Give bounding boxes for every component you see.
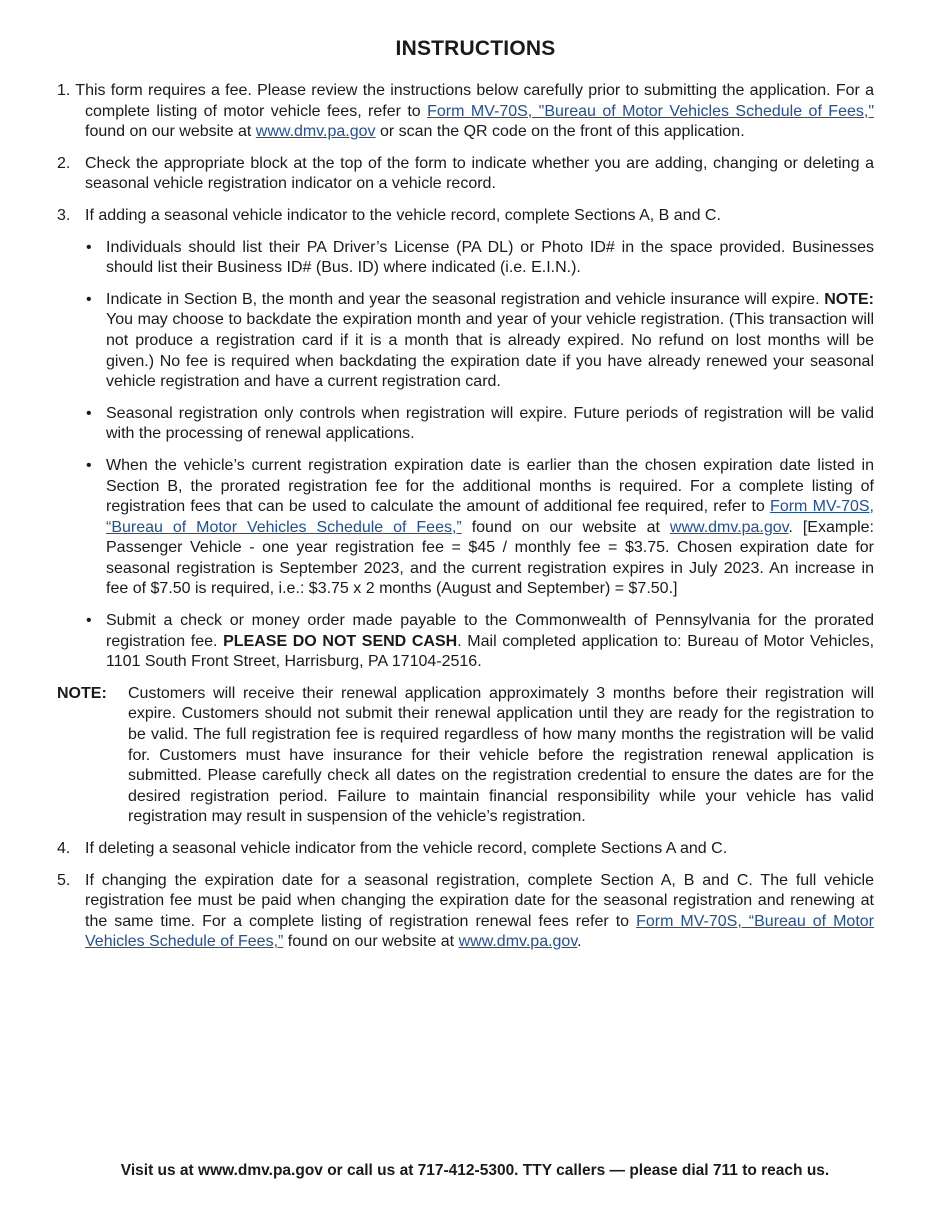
- bullet-icon: •: [86, 404, 92, 422]
- item-number: 3.: [57, 206, 71, 224]
- bullet-id-numbers: [57, 238, 874, 279]
- item-number: 1.: [57, 82, 71, 99]
- bullet-text: Seasonal registration only controls when registration will expire. Future periods of registration will be valid with the processing of renewal applications.: [106, 404, 874, 443]
- renewal-note: [57, 684, 874, 828]
- bullet-text: . [Example: Passenger Vehicle - one year registration fee = $45 / monthly fee = $3.75. Chosen expiration date for seasonal registration is September 2023, and the current registration expires in July 2023. An increase in fee of $7.50 is required, i.e.: $3.75 x 2 months (August and September) = $7.50.]: [106, 518, 875, 598]
- fee-schedule-link[interactable]: Form MV-70S, "Bureau of Motor Vehicles Schedule of Fees,": [427, 102, 874, 120]
- item-text: or scan the QR code on the front of this application.: [375, 123, 745, 141]
- item-number: 2.: [57, 154, 71, 172]
- fee-schedule-link[interactable]: Form MV-70S, “Bureau of Motor Vehicles Schedule of Fees,”: [106, 498, 874, 536]
- bullet-text: found on our website at: [461, 518, 670, 536]
- note-label: NOTE:: [824, 290, 874, 308]
- bullet-text: When the vehicle’s current registration expiration date is earlier than the chosen expiration date listed in Section B, the prorated registration fee for the additional months is required. For a complete listing of registration fees that can be used to calculate the amount of additional fee required, refer to: [106, 456, 874, 516]
- bullet-seasonal-control: [57, 404, 874, 445]
- no-cash-warning: PLEASE DO NOT SEND CASH: [223, 632, 458, 650]
- bullet-icon: •: [86, 290, 92, 308]
- instruction-item-2: [57, 154, 874, 195]
- instruction-item-4: [57, 839, 874, 860]
- dmv-website-link[interactable]: www.dmv.pa.gov: [255, 123, 376, 141]
- bullet-icon: •: [86, 238, 92, 256]
- item-text: Check the appropriate block at the top of the form to indicate whether you are adding, changing or deleting a seasonal vehicle registration indicator on a vehicle record.: [85, 154, 874, 193]
- page-title: INSTRUCTIONS: [395, 37, 556, 60]
- bullet-text: Submit a check or money order made payable to the Commonwealth of Pennsylvania for the prorated registration fee.: [106, 612, 874, 650]
- item-text: .: [577, 933, 582, 951]
- bullet-text: Indicate in Section B, the month and year the seasonal registration and vehicle insurance will expire.: [106, 290, 825, 308]
- bullet-prorated-fee: [57, 456, 874, 600]
- fee-schedule-link[interactable]: Form MV-70S, “Bureau of Motor Vehicles Schedule of Fees,”: [85, 912, 875, 951]
- item-text: found on our website at: [283, 933, 459, 951]
- item-3-bullet-list: [57, 238, 874, 673]
- instruction-item-5: [57, 871, 874, 953]
- instruction-item-3: [57, 206, 874, 227]
- item-number: 5.: [57, 871, 71, 889]
- instructions-body: [57, 81, 874, 964]
- dmv-website-link[interactable]: www.dmv.pa.gov: [458, 933, 578, 951]
- item-text: found on our website at: [85, 123, 256, 141]
- item-text: If changing the expiration date for a seasonal registration, complete Section A, B and C. The full vehicle registration fee must be paid when changing the expiration date for the seasonal registration and renewing at the same time. For a complete listing of registration renewal fees refer to: [85, 871, 874, 930]
- bullet-section-b: [57, 290, 874, 393]
- bullet-text: You may choose to backdate the expiration month and year of your vehicle registration. (This transaction will not produce a registration card if it is a month that is already expired. No refund on lost months will be given.) No fee is required when backdating the expiration date if you have already renewed your seasonal vehicle registration and have a current registration card.: [106, 311, 874, 391]
- item-text: If deleting a seasonal vehicle indicator from the vehicle record, complete Sections A and C.: [85, 840, 728, 857]
- bullet-payment: [57, 611, 874, 673]
- item-text: If adding a seasonal vehicle indicator to the vehicle record, complete Sections A, B and C.: [85, 206, 721, 224]
- note-text: Customers will receive their renewal application approximately 3 months before their registration will expire. Customers should not submit their renewal application until they are ready for the registration to be valid. The full registration fee is required regardless of how many months the registration will be valid for. Customers must have insurance for their vehicle before the registration renewal application is submitted. Please carefully check all dates on the registration credential to ensure the dates are for the desired registration period. Failure to maintain financial responsibility while your vehicle has valid registration may result in suspension of the vehicle’s registration.: [128, 684, 874, 826]
- note-label: NOTE:: [57, 684, 107, 702]
- instruction-item-1: [57, 81, 874, 143]
- bullet-text: . Mail completed application to: Bureau of Motor Vehicles, 1101 South Front Street, Harrisburg, PA 17104-2516.: [106, 632, 875, 671]
- dmv-website-link[interactable]: www.dmv.pa.gov: [669, 518, 789, 536]
- item-number: 4.: [57, 840, 71, 857]
- bullet-text: Individuals should list their PA Driver’s License (PA DL) or Photo ID# in the space provided. Businesses should list their Business ID# (Bus. ID) where indicated (i.e. E.I.N.).: [106, 238, 874, 277]
- bullet-icon: •: [86, 612, 92, 630]
- bullet-icon: •: [86, 456, 92, 474]
- page-footer: Visit us at www.dmv.pa.gov or call us at 717-412-5300. TTY callers — please dial 711 to reach us.: [120, 1162, 830, 1179]
- item-text: This form requires a fee. Please review the instructions below carefully prior to submitting the application. For a complete listing of motor vehicle fees, refer to: [70, 82, 874, 120]
